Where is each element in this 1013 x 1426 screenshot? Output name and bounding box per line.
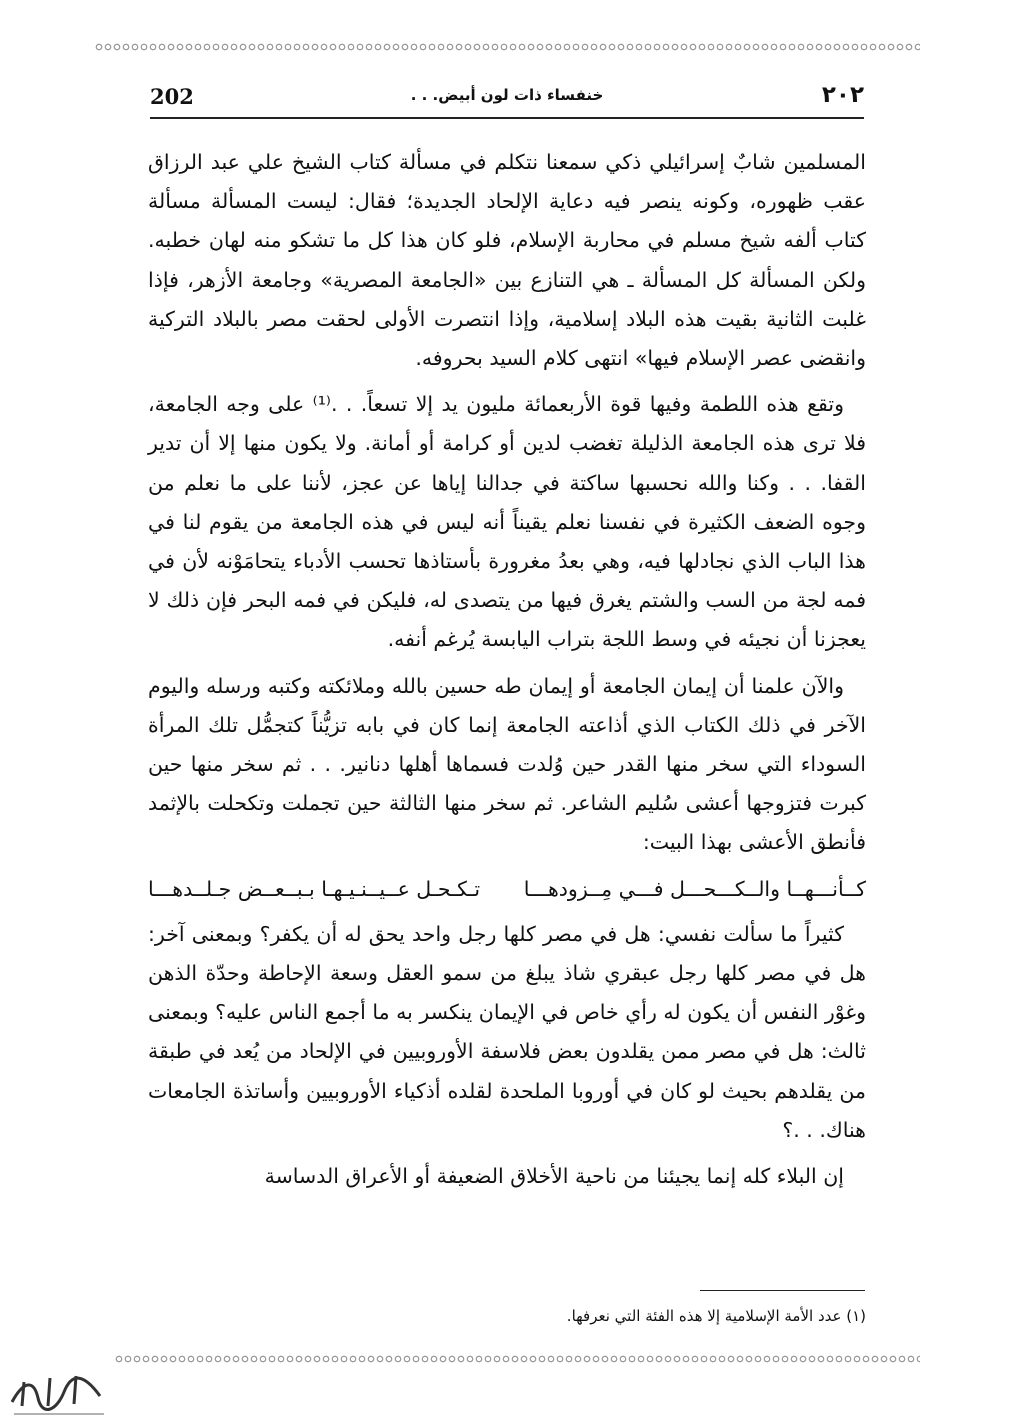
paragraph: المسلمين شابٌ إسرائيلي ذكي سمعنا نتكلم في مسألة كتاب الشيخ علي عبد الرزاق عقب ظهوره، وكونه ينصر فيه دعاية الإلحاد الجديدة؛ فقال: ليست المسألة مسألة كتاب ألفه شيخ مسلم في محاربة الإسلام، فلو كان هذا كل ما تشكو منه لهان خطبه. ولكن المسألة كل المسألة ـ هي التنازع بين «الجامعة المصرية» وجامعة الأزهر، فإذا غلبت الثانية بقيت هذه البلاد إسلامية، وإذا انتصرت الأولى لحقت مصر بالبلاد التركية وانقضى عصر الإسلام فيها» انتهى كلام السيد بحروفه. <box>148 150 866 371</box>
footnote-rule <box>700 1290 865 1291</box>
bottom-decorative-border <box>115 1354 920 1364</box>
page-header <box>150 84 864 114</box>
paragraph: إن البلاء كله إنما يجيئنا من ناحية الأخلاق الضعيفة أو الأعراق الدساسة <box>264 1164 844 1189</box>
verse-second-hemistich: تـكـحـل عــيــنـيـهـا بـبــعــض جـلــدهـــا <box>148 876 481 901</box>
running-title: خنفساء ذات لون أبيض. . . <box>410 86 604 104</box>
watermark-calligraphy-icon <box>4 1362 114 1422</box>
top-decorative-border <box>95 42 920 52</box>
page-number-latin: 202 <box>150 84 194 109</box>
body-text <box>148 143 866 1203</box>
header-rule <box>150 117 864 119</box>
watermark-logo <box>4 1362 114 1422</box>
verse-first-hemistich: كــأنـــهــا والــكـــحـــل فـــي مِــزودهـــا <box>523 876 866 901</box>
page-number-arabic: ٢٠٢ <box>821 82 864 108</box>
poetry-verse <box>148 870 866 909</box>
paragraph: كثيراً ما سألت نفسي: هل في مصر كلها رجل واحد يحق له أن يكفر؟ وبمعنى آخر: هل في مصر كلها رجل عبقري شاذ يبلغ من سمو العقل وسعة الإحاطة وحدّة الذهن وغوْر النفس أن يكون له رأي خاص في الإيمان ينكسر به ما أجمع الناس عليه؟ وبمعنى ثالث: هل في مصر ممن يقلدون بعض فلاسفة الأوروبيين في الإلحاد من يُعد في طبقة من يقلدهم بحيث لو كان في أوروبا الملحدة لقلده أذكياء الأوروبيين وأساتذة الجامعات هناك. . .؟ <box>148 921 866 1142</box>
paragraph: والآن علمنا أن إيمان الجامعة أو إيمان طه حسين بالله وملائكته وكتبه ورسله واليوم الآخر في ذلك الكتاب الذي أذاعته الجامعة إنما كان في بابه تزيُّناً كتجمُّل تلك المرأة السوداء التي سخر منها القدر حين وُلدت فسماها أهلها دنانير. . . ثم سخر منها حين كبرت فتزوجها أعشى سُليم الشاعر. ثم سخر منها الثالثة حين تجملت وتكحلت بالإثمد فأنطق الأعشى بهذا البيت: <box>148 673 866 855</box>
footnote: (١) عدد الأمة الإسلامية إلا هذه الفئة التي نعرفها. <box>566 1307 866 1325</box>
paragraph: وتقع هذه اللطمة وفيها قوة الأربعمائة مليون يد إلا تسعاً. . .⁽¹⁾ على وجه الجامعة، فلا ترى هذه الجامعة الذليلة تغضب لدين أو كرامة أو أمانة. ولا يكون منها إلا أن تدير القفا. . . وكنا والله نحسبها ساكتة في جدالنا إياها عن عجز، لأننا على ما نعلم من وجوه الضعف الكثيرة في نفسنا نعلم يقيناً أنه ليس في هذه الجامعة من يقوم لنا في هذا الباب الذي نجادلها فيه، وهي بعدُ مغرورة بأستاذها تحسب الأدباء يتحامَوْنه لأن في فمه لجة من السب والشتم يغرق فيها من يتصدى له، فليكن في فمه البحر فإن ذلك لا يعجزنا أن نجيئه في وسط اللجة بتراب اليابسة يُرغم أنفه. <box>148 392 866 652</box>
